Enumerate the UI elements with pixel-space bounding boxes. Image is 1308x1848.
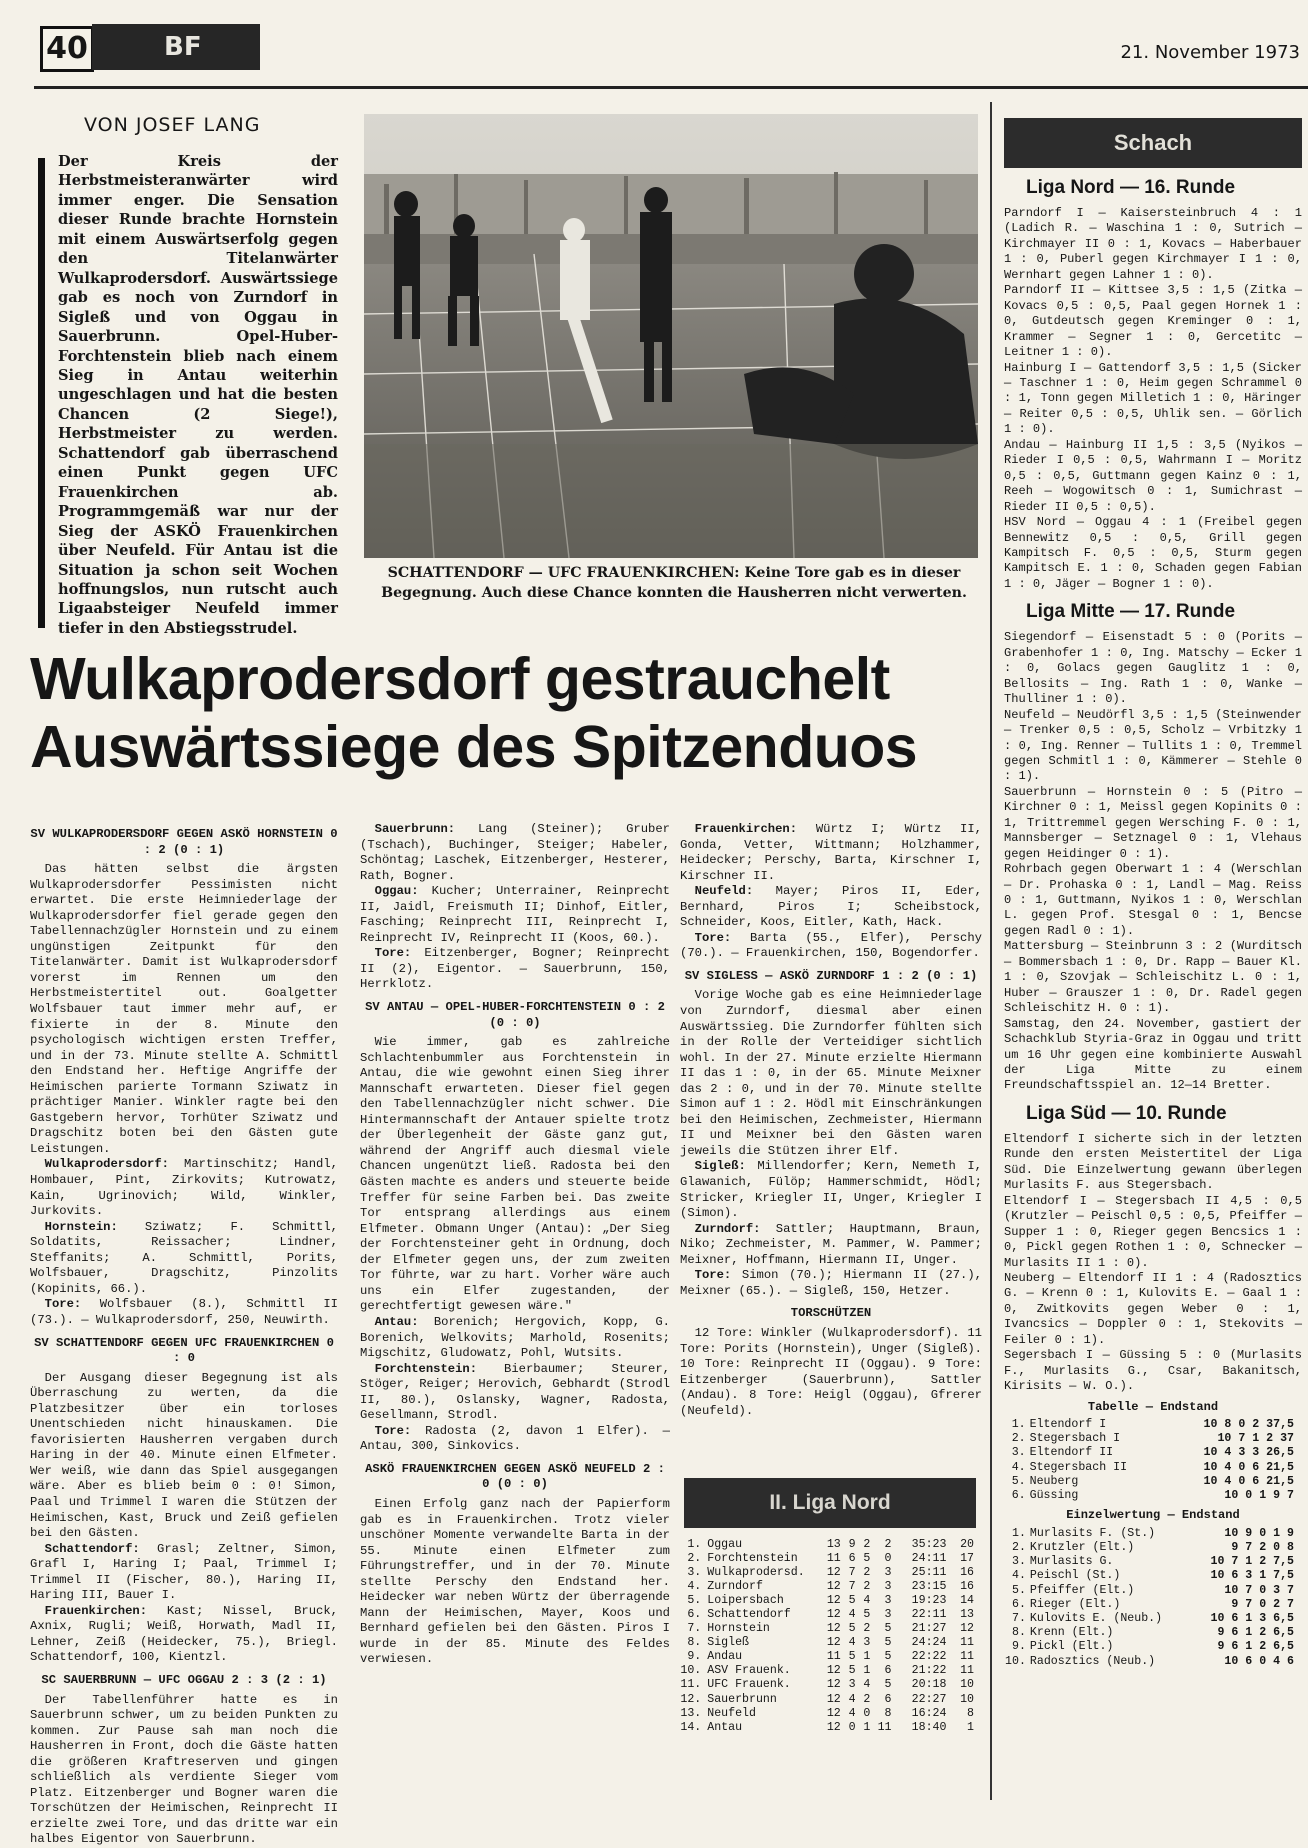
cell-l: 6 (884, 1692, 892, 1706)
cell-pos: 8. (1011, 1626, 1026, 1640)
cell-goals: 35:23 (911, 1538, 947, 1551)
cell-goals: 22:22 (911, 1650, 947, 1664)
cell-team: Güssing (1029, 1489, 1079, 1503)
cell-pos: 12. (680, 1692, 702, 1706)
cell-res: 9 7 0 2 7 (1231, 1597, 1294, 1611)
cell-goals: 24:11 (911, 1552, 947, 1566)
cell-pts: 10 (960, 1692, 974, 1706)
table-row (678, 1707, 974, 1721)
cell-pos: 5. (1011, 1583, 1026, 1597)
match-heading: SV SIGLESS — ASKÖ ZURNDORF 1 : 2 (0 : 1) (684, 968, 978, 983)
cell-team: Loipersbach (707, 1594, 784, 1608)
cell-goals: 24:24 (911, 1636, 947, 1650)
cell-pts: 10 (960, 1678, 974, 1692)
cell-res: 9 6 1 2 6,5 (1217, 1640, 1294, 1654)
intro-bar (38, 158, 45, 628)
cell-g: 12 (826, 1580, 841, 1594)
cell-pts: 12 (960, 1622, 974, 1636)
cell-pts: 16 (960, 1566, 974, 1580)
cell-pos: 4. (1011, 1460, 1026, 1474)
article-column-3 (680, 822, 982, 1419)
cell-team: UFC Frauenk. (707, 1678, 791, 1692)
cell-res: 10 4 0 6 21,5 (1203, 1460, 1294, 1474)
cell-res: 10 4 0 6 21,5 (1203, 1474, 1294, 1488)
cell-d: 0 (863, 1706, 871, 1720)
cell-w: 4 (848, 1706, 856, 1720)
cell-pos: 1. (1011, 1418, 1026, 1432)
cell-pos: 5. (1011, 1474, 1026, 1488)
chess-note: Eltendorf I sicherte sich in der letzten Runde den ersten Meistertitel der Liga Süd. Die Einzelwertung gewann überlegen Murlasits F. aus Stegersbach. (1004, 1131, 1302, 1193)
cell-team: Hornstein (707, 1622, 770, 1636)
cell-l: 5 (884, 1636, 892, 1650)
table-row (1004, 1418, 1294, 1432)
chess-result: Hainburg I — Gattendorf 3,5 : 1,5 (Sicker — Taschner 1 : 0, Heim gegen Schrammel 0 : 1, Tonn gegen Milletich 1 : 0, Häringer — Reiter 0,5 : 0,5, Uhlik sen. — Görlich 1 : 0). (1004, 360, 1302, 437)
cell-l: 5 (884, 1622, 892, 1636)
cell-d: 1 (863, 1720, 871, 1734)
cell-pos: 11. (680, 1678, 702, 1692)
cell-l: 3 (884, 1608, 892, 1622)
cell-team: Eltendorf I (1029, 1418, 1107, 1432)
cell-pts: 16 (960, 1580, 974, 1594)
photo-caption: SCHATTENDORF — UFC FRAUENKIRCHEN: Keine Tore gab es in dieser Begegnung. Auch diese Chance konnten die Hausherren nicht verwerten. (381, 565, 967, 601)
cell-w: 6 (848, 1552, 856, 1566)
cell-name: Peischl (St.) (1029, 1569, 1121, 1583)
cell-pos: 13. (680, 1706, 702, 1720)
cell-pos: 1. (687, 1538, 702, 1551)
chess-note: Samstag, den 24. November, gastiert der Schachklub Styria-Graz in Oggau und tritt um 16 Uhr gegen eine kombinierte Auswahl der Liga Mitte zu einem Freundschaftsspiel an. 12—14 Bretter. (1004, 1016, 1302, 1093)
cell-team: Oggau (707, 1538, 743, 1551)
cell-team: ASV Frauenk. (707, 1664, 791, 1678)
league-table-body (678, 1538, 974, 1735)
cell-w: 4 (848, 1608, 856, 1622)
cell-d: 2 (863, 1692, 871, 1706)
cell-d: 2 (863, 1622, 871, 1636)
cell-g: 12 (826, 1692, 841, 1706)
chess-result: Neuberg — Eltendorf II 1 : 4 (Radosztics G. — Krenn 0 : 1, Kulovits E. — Gaal 1 : 0, Zwitkovits gegen Weber 0 : 1, Ivancsics — Doppler 0 : 1, Stekovits — Feiler 0 : 1). (1004, 1271, 1302, 1347)
cell-pos: 6. (1011, 1489, 1026, 1503)
cell-pos: 6. (1011, 1597, 1026, 1611)
match-report: Wie immer, gab es zahlreiche Schlachtenbummler aus Forchtenstein in Antau, die wie gewohnt einen Sieg ihrer Mannschaft erwarteten. Dieser fiel gegen den Tabellennachzügler nicht schwer. Die Hintermannschaft der Antauer spielte trotz der Überlegenheit der Gäste ganz gut, während der Angriff auch diesmal viele Chancen ungenützt ließ. Radosta bei den Gästen machte es anders und steuerte beide Treffer für seine Farben bei. Das zweite Tor entsprang allerdings aus einem Elfmeter. Obmann Unger (Antau): „Der Sieg der Forchtensteiner geht in Ordnung, doch der Elfmeter gegen uns, der zum zweiten Tor führte, war zu hart. Vorher wäre auch uns ein Elfer zugestanden, der gerechtfertigt gewesen wäre." (360, 1035, 670, 1314)
table-row (678, 1650, 974, 1664)
table-row (1004, 1569, 1294, 1583)
chess-individual-standings (1004, 1527, 1294, 1669)
cell-pos: 4. (1011, 1569, 1026, 1583)
cell-pos: 1. (1011, 1526, 1026, 1540)
cell-l: 5 (884, 1650, 892, 1664)
chess-round-title: Liga Nord — 16. Runde (1026, 177, 1236, 198)
match-heading: ASKÖ FRAUENKIRCHEN GEGEN ASKÖ NEUFELD 2 : 0 (0 : 0) (365, 1461, 665, 1492)
cell-team: Wulkaprodersd. (707, 1566, 805, 1580)
cell-res: 10 6 0 4 6 (1224, 1654, 1294, 1668)
cell-name: Pfeiffer (Elt.) (1029, 1583, 1135, 1597)
cell-pos: 7. (1011, 1611, 1026, 1625)
cell-goals: 25:11 (911, 1566, 947, 1580)
cell-res: 9 7 2 0 8 (1231, 1540, 1294, 1554)
cell-w: 3 (848, 1678, 856, 1692)
cell-team: Eltendorf II (1029, 1446, 1114, 1460)
cell-w: 7 (848, 1580, 856, 1594)
cell-team: Andau (707, 1650, 743, 1664)
cell-g: 12 (826, 1594, 841, 1608)
lineup: Hornstein: Sziwatz; F. Schmittl, Soldatits, Reissacher; Lindner, Steffanits; A. Schmittl, Porits, Wolfsbauer, Dragschitz, Pinzolits (Kopinits, 66.). (30, 1219, 338, 1296)
lineup: Antau: Borenich; Hergovich, Kopp, G. Borenich, Welkovits; Marhold, Rosenits; Migschitz, Gludowatz, Pohl, Wutsits. (360, 1314, 670, 1361)
cell-team: Stegersbach II (1029, 1460, 1128, 1474)
table-row (1004, 1489, 1294, 1503)
lineup: Oggau: Kucher; Unterrainer, Reinprecht II, Jaidl, Freismuth II; Dinhof, Eitler, Fasching; Reinprecht III, Reinprecht I, Reinprecht IV, Reinprecht II (Koos, 60.). (360, 884, 670, 945)
issue-date: 21. November 1973 (1120, 42, 1300, 63)
cell-res: 9 6 1 2 6,5 (1217, 1626, 1294, 1640)
table-row (1004, 1626, 1294, 1640)
cell-pts: 17 (960, 1552, 974, 1566)
cell-l: 3 (884, 1594, 892, 1608)
cell-res: 10 6 1 3 6,5 (1210, 1611, 1294, 1625)
cell-l: 5 (884, 1678, 892, 1692)
cell-pts: 11 (960, 1664, 974, 1678)
scorers-list: 12 Tore: Winkler (Wulkaprodersdorf). 11 Tore: Porits (Hornstein), Unger (Sigleß). 10 Tore: Reinprecht II (Oggau). 9 Tore: Eitzenberger (Sauerbrunn), Sattler (Andau). 8 Tore: Heigl (Oggau), Gfrerer (Neufeld). (680, 1325, 982, 1418)
cell-w: 5 (848, 1594, 856, 1608)
chess-result: Sauerbrunn — Hornstein 0 : 5 (Pitro — Kirchner 0 : 1, Meissl gegen Kopinits 0 : 1, Trittremmel gegen Wersching F. 0 : 1, Mannsberger — Setznagel 0 : 1, Vlehaus gegen Heidinger 0 : 1). (1004, 784, 1302, 861)
cell-w: 9 (848, 1538, 856, 1551)
cell-goals: 23:15 (911, 1580, 947, 1594)
team-label: Wulkaprodersdorf: (44, 1157, 169, 1172)
chess-result: Parndorf II — Kittsee 3,5 : 1,5 (Zitka — Kovacs 0,5 : 0,5, Paal gegen Hornek 1 : 0, Gutdeutsch gegen Kreminger 0 : 1, Krammer — Segner 1 : 0, Gercetitc — Leitner 1 : 0). (1004, 283, 1302, 360)
cell-g: 13 (826, 1538, 841, 1551)
cell-g: 12 (826, 1678, 841, 1692)
cell-name: Radosztics (Neub.) (1029, 1654, 1156, 1668)
chess-round-title: Liga Mitte — 17. Runde (1026, 601, 1236, 623)
cell-pts: 11 (960, 1650, 974, 1664)
cell-res: 10 0 1 9 7 (1224, 1489, 1294, 1503)
cell-w: 4 (848, 1636, 856, 1650)
goals-line: Tore: Barta (55., Elfer), Perschy (70.). — Frauenkirchen, 150, Bogendorfer. (680, 930, 982, 961)
match-heading: SV ANTAU — OPEL-HUBER-FORCHTENSTEIN 0 : 2 (0 : 0) (365, 1000, 665, 1030)
cell-goals: 21:22 (911, 1664, 947, 1678)
cell-pts: 20 (960, 1538, 974, 1551)
cell-name: Pickl (Elt.) (1029, 1640, 1114, 1654)
lineup: Schattendorf: Grasl; Zeltner, Simon, Grafl I, Haring I; Paal, Trimmel I; Trimmel II (Fischer, 80.), Haring II, Haring III, Bauer I. (30, 1541, 338, 1603)
cell-goals: 22:27 (911, 1692, 947, 1706)
cell-pos: 10. (680, 1664, 702, 1678)
cell-l: 3 (884, 1566, 892, 1580)
cell-res: 10 6 3 1 7,5 (1210, 1569, 1294, 1583)
cell-g: 12 (826, 1664, 841, 1678)
table-row (678, 1664, 974, 1678)
match-heading: SV WULKAPRODERSDORF GEGEN ASKÖ HORNSTEIN 0 : 2 (0 : 1) (30, 827, 338, 857)
cell-pts: 8 (967, 1706, 974, 1720)
intro-text: Der Kreis der Herbstmeisteranwärter wird immer enger. Die Sensation dieser Runde brachte Hornstein mit einem Auswärtserfolg gegen den Titelanwärter Wulkaprodersdorf. Auswärtssiege gab es noch von Zurndorf in Sigleß und von Oggau in Sauerbrunn. Opel-Huber-Forchtenstein blieb nach einem Sieg in Antau weiterhin ungeschlagen und hat die besten Chancen (2 Siege!), Herbstmeister zu werden. Schattendorf gab überraschend einen Punkt gegen UFC Frauenkirchen ab. Programmgemäß war nur der Sieg der ASKÖ Frauenkirchen über Neufeld. Für Antau ist die Situation ja schon seit Wochen hoffnungslos, nun rutscht auch Ligaabsteiger Neufeld immer tiefer in den Abstiegsstrudel. (58, 153, 338, 637)
cell-d: 5 (863, 1608, 871, 1622)
chess-individual-title: Einzelwertung — Endstand (1066, 1508, 1240, 1523)
table-row (1004, 1475, 1294, 1489)
section-label: BF (92, 24, 260, 70)
lineup: Frauenkirchen: Kast; Nissel, Bruck, Axnix, Rugli; Weiß, Horwath, Madl II, Lehner, Zeiß (Heidecker, 75.), Briegl. Schattendorf, 100, Kientzl. (30, 1603, 338, 1665)
table-row (678, 1622, 974, 1636)
table-row (678, 1594, 974, 1608)
cell-name: Kulovits E. (Neub.) (1029, 1611, 1163, 1625)
cell-d: 2 (863, 1538, 871, 1551)
cell-g: 12 (826, 1706, 841, 1720)
table-row (678, 1538, 974, 1552)
table-row (1004, 1541, 1294, 1555)
cell-team: Stegersbach I (1029, 1432, 1121, 1446)
header-rule (34, 86, 1308, 89)
cell-l: 6 (884, 1664, 892, 1678)
cell-d: 1 (863, 1650, 871, 1664)
lineup: Wulkaprodersdorf: Martinschitz; Handl, Hombauer, Pint, Zirkovits; Kutrowatz, Kain, Ugrinovich; Wild, Winkler, Jurkovits. (30, 1157, 338, 1219)
table-row (678, 1580, 974, 1594)
cell-g: 12 (826, 1566, 841, 1580)
cell-pos: 9. (687, 1650, 702, 1664)
cell-res: 10 7 0 3 7 (1224, 1583, 1294, 1597)
cell-pos: 8. (687, 1636, 702, 1650)
cell-name: Krutzler (Elt.) (1029, 1540, 1135, 1554)
chess-result: Siegendorf — Eisenstadt 5 : 0 (Porits — Grabenhofer 1 : 0, Ing. Matschy — Ecker 1 : 0, Golacs gegen Gauglitz 1 : 0, Bellosits — Ing. Rath 1 : 0, Wanke — Thulliner 1 : 0). (1004, 630, 1302, 707)
cell-pos: 14. (680, 1720, 702, 1734)
cell-d: 4 (863, 1594, 871, 1608)
cell-goals: 19:23 (911, 1594, 947, 1608)
chess-round-title: Liga Süd — 10. Runde (1026, 1102, 1227, 1124)
cell-l: 3 (884, 1580, 892, 1594)
cell-pos: 2. (1011, 1540, 1026, 1554)
table-row (678, 1693, 974, 1707)
cell-goals: 22:11 (911, 1608, 947, 1622)
cell-w: 7 (848, 1566, 856, 1580)
cell-w: 0 (848, 1720, 856, 1734)
chess-result: Neufeld — Neudörfl 3,5 : 1,5 (Steinwender — Trenker 0,5 : 0,5, Scholz — Vrbitzky 1 : 0, Ing. Renner — Tullits 1 : 0, Tremmel gegen Schmitl 1 : 0, Kämmerer — Stehle 0 : 1). (1004, 707, 1302, 784)
match-report: Vorige Woche gab es eine Heimniederlage von Zurndorf, diesmal aber einen Auswärtssieg. Die Zurndorfer fühlten sich in der Rolle der Verteidiger sichtlich wohl. In der 27. Minute erzielte Hiermann II das 1 : 0, in der 65. Minute Meixner das 2 : 0, und in der 70. Minute stellte Simon auf 1 : 2. Hödl mit Einschränkungen bei den Heimischen, Zechmeister, Hiermann II und Meixner bei den Gästen waren jeweils die Stützen ihrer Elf. (680, 988, 982, 1158)
cell-l: 2 (884, 1538, 892, 1551)
chess-result: Rohrbach gegen Oberwart 1 : 4 (Werschlan — Dr. Prohaska 0 : 1, Landl — Mag. Reiss 0 : 1, Guttmann, Nyikos 1 : 0, Werschlan L. gegen Prof. Stesgal 0 : 1, Bencse gegen Radl 0 : 1). (1004, 862, 1302, 938)
cell-team: Zurndorf (707, 1580, 763, 1594)
cell-g: 12 (826, 1720, 841, 1734)
lineup: Neufeld: Mayer; Piros II, Eder, Bernhard, Piros I; Scheibstock, Schneider, Koos, Eitler, Kath, Hack. (680, 884, 982, 930)
chess-table-title: Tabelle — Endstand (1087, 1399, 1219, 1414)
match-report: Der Tabellenführer hatte es in Sauerbrunn schwer, um zu beiden Punkten zu kommen. Zur Pause sah man noch die Hausherren in Front, doch die Gäste hatten die größeren Kraftreserven und gingen schließlich als verdiente Sieger vom Platz. Eitzenberger und Bogner waren die Torschützen der Heimischen, Reinprecht II erzielte zwei Tore, und das dritte war ein halbes Eigentor von Sauerbrunn. (30, 1692, 338, 1847)
cell-pts: 11 (960, 1636, 974, 1650)
cell-d: 1 (863, 1664, 871, 1678)
cell-g: 11 (826, 1650, 841, 1664)
cell-pos: 2. (1011, 1432, 1026, 1446)
cell-g: 12 (826, 1622, 841, 1636)
chess-standings (1004, 1418, 1294, 1503)
match-photo-image (364, 114, 978, 558)
goals-line: Tore: Simon (70.); Hiermann II (27.), Meixner (65.). — Sigleß, 150, Hetzer. (680, 1268, 982, 1298)
chess-section (1004, 176, 1302, 1669)
table-row (1004, 1432, 1294, 1446)
cell-pos: 7. (687, 1622, 702, 1636)
cell-l: 8 (884, 1706, 892, 1720)
cell-d: 2 (863, 1566, 871, 1580)
table-row (678, 1636, 974, 1650)
headline-line-1: Wulkaprodersdorf gestrauchelt (30, 646, 890, 712)
chess-result: HSV Nord — Oggau 4 : 1 (Freibel gegen Bennewitz 0,5 : 0,5, Grill gegen Kampitsch F. 0,5 : 0,5, Sturm gegen Kampitsch E. 1 : 0, Schaden gegen Fabian 1 : 0, Jäger — Bogner 1 : 0). (1004, 515, 1302, 591)
table-row (1004, 1584, 1294, 1598)
cell-pos: 3. (1011, 1446, 1026, 1460)
lineup: Zurndorf: Sattler; Hauptmann, Braun, Niko; Zechmeister, M. Pammer, W. Pammer; Meixner, Hoffmann, Hiermann II, Unger. (680, 1221, 982, 1267)
match-report: Das hätten selbst die ärgsten Wulkaprodersdorfer Pessimisten nicht erwartet. Die erste Heimniederlage der Wulkaprodersdorfer fiel gerade gegen den Tabellennachzügler Hornstein und zu einem ungünstigen Zeitpunkt für den Titelanwärter. Damit ist Wulkaprodersdorf vorerst im Rennen um den Herbstmeistertitel out. Goalgetter Wolfsbauer taut immer mehr auf, er fixierte in der 8. Minute den psychologisch wichtigen ersten Treffer, und in der 73. Minute stellte A. Schmittl den Endstand her. Heftige Angriffe der Heimischen parierte Tormann Sziwatz in prächtiger Manier. Winkler ragte bei den Gastgebern hervor, Torhüter Sziwatz und Dragschitz boten bei den Gästen gute Leistungen. (30, 862, 338, 1156)
table-row (1004, 1598, 1294, 1612)
cell-name: Murlasits F. (St.) (1029, 1526, 1156, 1540)
cell-goals: 21:27 (911, 1622, 947, 1636)
table-row (678, 1678, 974, 1692)
cell-team: Forchtenstein (707, 1552, 798, 1566)
match-report: Der Ausgang dieser Begegnung ist als Überraschung zu werten, da die Platzbesitzer über ein torloses Unentschieden nicht hinauskamen. Die favorisierten Hausherren vergaben durch Haring in der 40. Minute einen Elfmeter. Wer weiß, wie dann das Spiel ausgegangen wäre. Aber es blieb beim 0 : 0! Simon, Paal und Trimmel I waren die Stützen der Heimischen, Kast, Bruck und Zeiß gefielen bei den Gästen. (30, 1370, 338, 1541)
table-row (678, 1721, 974, 1735)
cell-team: Antau (707, 1720, 743, 1734)
cell-res: 10 7 1 2 7,5 (1210, 1555, 1294, 1569)
table-row (1004, 1555, 1294, 1569)
cell-pos: 2. (687, 1552, 702, 1566)
cell-res: 10 4 3 3 26,5 (1203, 1446, 1294, 1460)
cell-team: Schattendorf (707, 1608, 791, 1622)
chess-result: Parndorf I — Kaisersteinbruch 4 : 1 (Ladich R. — Waschina 1 : 0, Sutrich — Kirchmayer II 0 : 1, Kovacs — Haberbauer 1 : 0, Puberl gegen Kirchmayer I 1 : 0, Wernhart gegen Lahner 1 : 0). (1004, 206, 1302, 282)
cell-name: Krenn (Elt.) (1029, 1626, 1114, 1640)
lineup: Forchtenstein: Bierbaumer; Steurer, Stöger, Reiger; Herovich, Gebhardt (Strodl II, 80.), Oslansky, Wagner, Radosta, Gesellmann, Strodl. (360, 1361, 670, 1423)
lineup: Sigleß: Millendorfer; Kern, Nemeth I, Glawanich, Fülöp; Hammerschmidt, Hödl; Stricker, Kriegler II, Unger, Kriegler I (Simon). (680, 1159, 982, 1221)
chess-result: Andau — Hainburg II 1,5 : 3,5 (Nyikos — Rieder I 0,5 : 0,5, Wahrmann I — Moritz 0,5 : 0,5, Guttmann gegen Kainz 0 : 1, Reeh — Wogowitsch 0 : 1, Sumichrast — Rieder II 0,5 : 0,5). (1004, 437, 1302, 514)
cell-pos: 10. (1005, 1654, 1026, 1668)
headline (30, 645, 1000, 781)
cell-d: 2 (863, 1580, 871, 1594)
table-row (1004, 1527, 1294, 1541)
cell-goals: 20:18 (911, 1678, 947, 1692)
cell-pos: 4. (687, 1580, 702, 1594)
cell-w: 5 (848, 1664, 856, 1678)
cell-pts: 13 (960, 1608, 974, 1622)
cell-pos: 9. (1011, 1640, 1026, 1654)
cell-pos: 6. (687, 1608, 702, 1622)
cell-pos: 5. (687, 1594, 702, 1608)
table-row (1004, 1612, 1294, 1626)
cell-pts: 1 (967, 1720, 974, 1734)
match-photo (364, 114, 978, 558)
cell-w: 5 (848, 1622, 856, 1636)
team-label: Hornstein: (44, 1219, 118, 1234)
lineup: Frauenkirchen: Würtz I; Würtz II, Gonda, Vetter, Wittmann; Holzhammer, Heidecker; Perschy, Barta, Kirschner I, Kirschner II. (680, 822, 982, 883)
cell-pos: 3. (687, 1566, 702, 1580)
match-heading: SV SCHATTENDORF GEGEN UFC FRAUENKIRCHEN 0 : 0 (34, 1335, 334, 1366)
page-number: 40 (40, 26, 94, 72)
cell-d: 3 (863, 1636, 871, 1650)
cell-pos: 3. (1011, 1555, 1026, 1569)
cell-w: 5 (848, 1650, 856, 1664)
cell-res: 10 7 1 2 37 (1217, 1432, 1294, 1446)
cell-g: 11 (826, 1552, 841, 1566)
cell-w: 4 (848, 1692, 856, 1706)
goals-line: Tore: Wolfsbauer (8.), Schmittl II (73.). — Wulkaprodersdorf, 250, Neuwirth. (30, 1297, 338, 1327)
cell-res: 10 8 0 2 37,5 (1203, 1418, 1294, 1432)
cell-name: Rieger (Elt.) (1029, 1597, 1121, 1611)
headline-line-2: Auswärtssiege des Spitzenduos (30, 714, 918, 780)
cell-goals: 18:40 (911, 1720, 947, 1734)
table-row (678, 1608, 974, 1622)
column-divider (990, 102, 992, 1800)
cell-d: 4 (863, 1678, 871, 1692)
cell-l: 11 (877, 1720, 892, 1734)
cell-team: Sigleß (707, 1636, 749, 1650)
cell-d: 5 (863, 1552, 871, 1566)
cell-g: 12 (826, 1636, 841, 1650)
cell-team: Neufeld (707, 1706, 756, 1720)
league-table-title: II. Liga Nord (684, 1478, 976, 1528)
scorers-heading: TORSCHÜTZEN (790, 1306, 872, 1321)
chess-section-title: Schach (1004, 118, 1302, 168)
match-report: Einen Erfolg ganz nach der Papierform gab es in Frauenkirchen. Trotz vieler unschöner Momente verwandelte Barta in der 55. Minute einen Elfmeter zum Führungstreffer, und in der 70. Minute stellte Perschy den Endstand her. Heidecker war neben Würtz der überragende Mann der Heimischen, Mayer, Koos und Bernhard gefielen bei den Gästen. Piros I wurde in der 85. Minute des Feldes verwiesen. (360, 1496, 670, 1667)
cell-g: 12 (826, 1608, 841, 1622)
chess-result: Segersbach I — Güssing 5 : 0 (Murlasits F., Murlasits G., Csar, Bakanitsch, Kirisits — W. O.). (1004, 1348, 1302, 1394)
table-row (1004, 1446, 1294, 1460)
cell-name: Murlasits G. (1029, 1555, 1114, 1569)
table-row (1004, 1461, 1294, 1475)
cell-goals: 16:24 (911, 1706, 947, 1720)
chess-result: Mattersburg — Steinbrunn 3 : 2 (Wurditsch — Bommersbach 1 : 0, Dr. Rapp — Bauer Kl. 1 : 0, Szovjak — Schleischitz L. 0 : 1, Huber — Grauszer 1 : 0, Dr. Radel gegen Schleischitz H. 0 : 1). (1004, 939, 1302, 1016)
byline: VON JOSEF LANG (84, 114, 261, 136)
lineup: Sauerbrunn: Lang (Steiner); Gruber (Tschach), Buchinger, Steiger; Habeler, Schöntag; Laschek, Eitzenberger, Hesterer, Rath, Bogner. (360, 822, 670, 883)
cell-pts: 14 (960, 1594, 974, 1608)
article-column-1 (30, 820, 338, 1848)
cell-team: Neuberg (1029, 1474, 1079, 1488)
table-row (678, 1552, 974, 1566)
league-table (678, 1478, 980, 1735)
article-column-2 (360, 822, 670, 1668)
table-row (1004, 1655, 1294, 1669)
table-row (1004, 1640, 1294, 1654)
cell-res: 10 9 0 1 9 (1224, 1526, 1294, 1540)
table-row (678, 1566, 974, 1580)
match-heading: SC SAUERBRUNN — UFC OGGAU 2 : 3 (2 : 1) (41, 1672, 327, 1687)
chess-result: Eltendorf I — Stegersbach II 4,5 : 0,5 (Krutzler — Peischl 0,5 : 0,5, Pfeiffer — Supper 1 : 0, Rieger gegen Bencsics 1 : 0, Pickl gegen Rothen 1 : 0, Schnecker — Murlasits II 1 : 0). (1004, 1193, 1302, 1270)
goals-line: Tore: Radosta (2, davon 1 Elfer). — Antau, 300, Sinkovics. (360, 1423, 670, 1454)
page-header (0, 0, 1308, 90)
cell-team: Sauerbrunn (707, 1692, 777, 1706)
cell-l: 0 (884, 1552, 892, 1566)
goals-line: Tore: Eitzenberger, Bogner; Reinprecht II (2), Eigentor. — Sauerbrunn, 150, Herrklotz. (360, 946, 670, 992)
